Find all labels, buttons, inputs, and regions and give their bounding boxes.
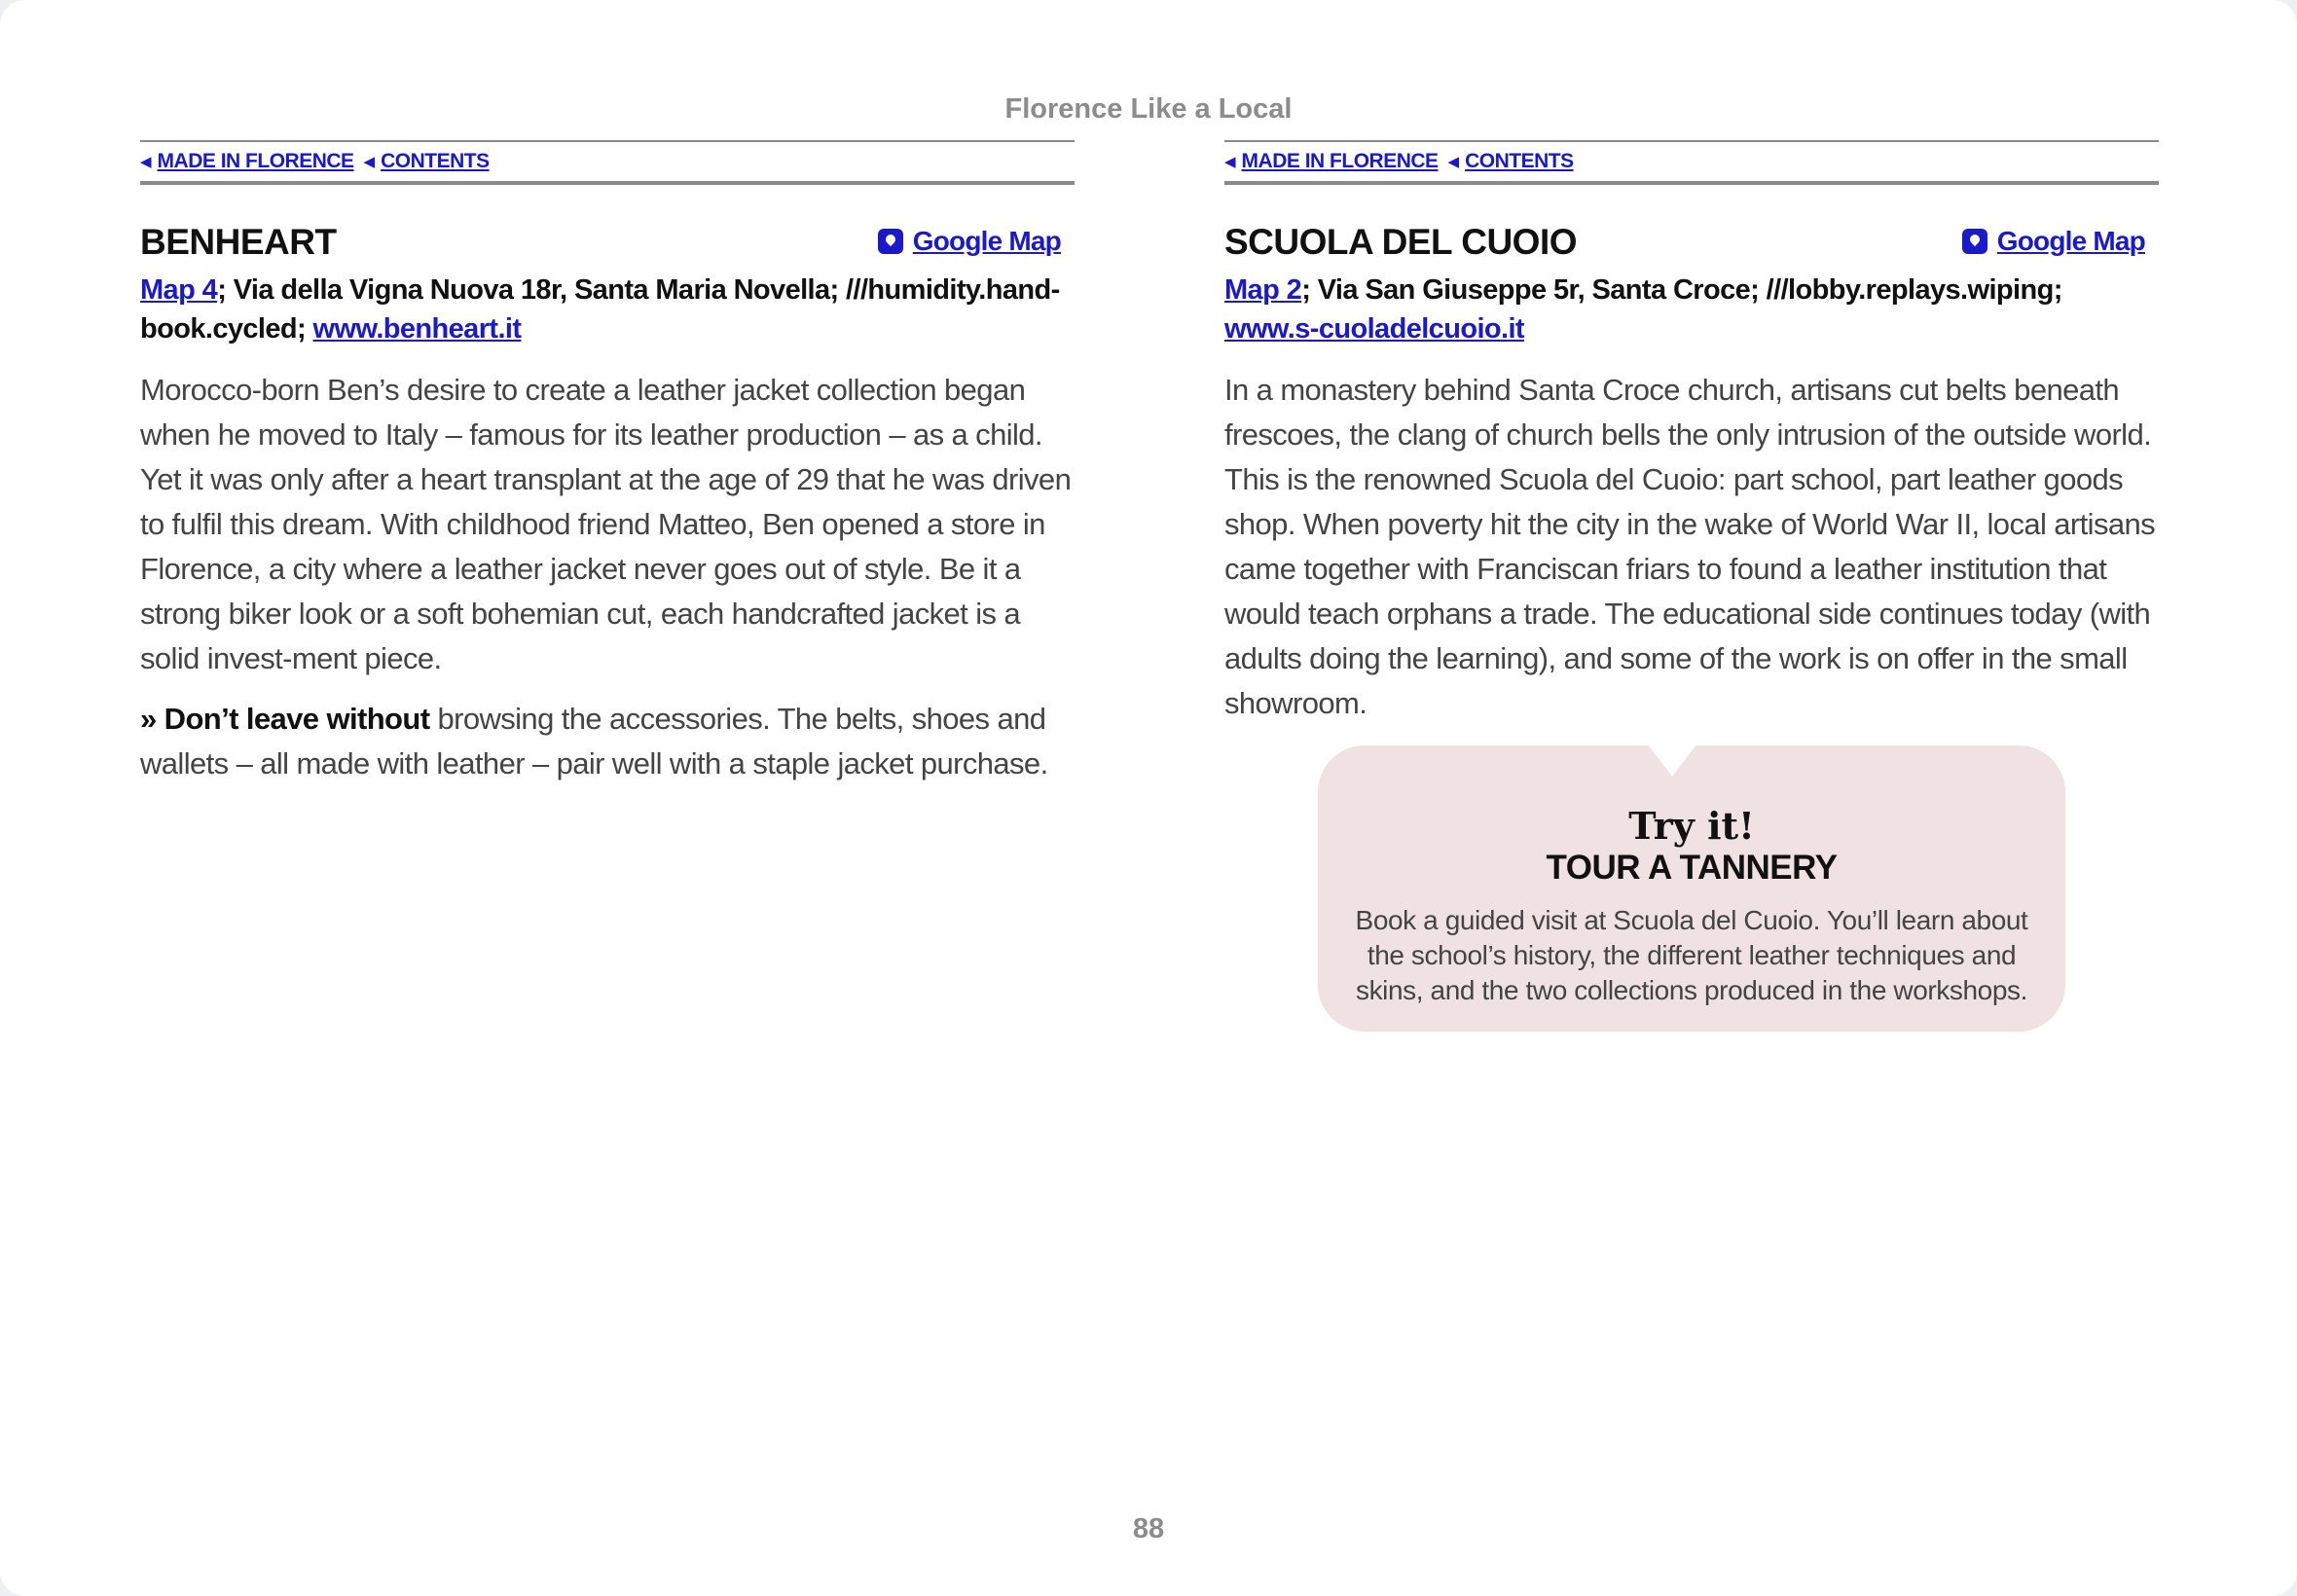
try-it-subheading: TOUR A TANNERY xyxy=(1546,849,1838,887)
triangle-left-icon: ◀ xyxy=(140,154,152,170)
google-map-link[interactable]: Google Map xyxy=(1962,226,2145,257)
try-it-text: Book a guided visit at Scuola del Cuoio. You’ll learn about the school’s history, the different leather techniques and skins, and the two collections produced in the workshops. xyxy=(1355,905,2028,1005)
try-it-callout xyxy=(1318,745,2065,1032)
map-pin-icon xyxy=(878,229,903,254)
website-link[interactable]: www.s-cuoladelcuoio.it xyxy=(1224,313,1524,345)
book-title: Florence Like a Local xyxy=(1004,93,1293,125)
tip-paragraph: » Don’t leave without browsing the accessories. The belts, shoes and wallets – all made with leather – pair well with a staple jacket purchase. xyxy=(140,702,1048,780)
entry-title: BENHEART xyxy=(140,222,337,262)
callout-notch xyxy=(1647,744,1697,777)
google-map-link[interactable]: Google Map xyxy=(878,226,1061,257)
entry-body: In a monastery behind Santa Croce church, artisans cut belts beneath frescoes, the clang of church bells the only intrusion of the outside world. This is the renowned Scuola del Cuoio: part school, part leather goods shop. When poverty hit the city in the wake of World War II, local artisans came together with Franciscan friars to found a leather institution that would teach orphans a trade. The educational side continues today (with adults doing the learning), and some of the work is on offer in the small showroom. xyxy=(1224,373,2156,720)
left-column xyxy=(140,140,1075,786)
tip-lead: » Don’t leave without xyxy=(140,702,430,736)
address-line: Map 4; Via della Vigna Nuova 18r, Santa Maria Novella; ///humidity.hand-book.cycled; www.benheart.it xyxy=(140,274,1060,345)
address-line: Map 2; Via San Giuseppe 5r, Santa Croce; ///lobby.replays.wiping; www.s-cuoladelcuoio.it xyxy=(1224,274,2062,345)
website-link[interactable]: www.benheart.it xyxy=(312,313,522,345)
nav-link-contents[interactable]: ◀ CONTENTS xyxy=(1447,150,1574,172)
map-pin-icon xyxy=(1962,229,1987,254)
map-number-link[interactable]: Map 2 xyxy=(1224,274,1302,306)
page-number: 88 xyxy=(1132,1513,1165,1544)
triangle-left-icon: ◀ xyxy=(1224,154,1236,170)
map-number-link[interactable]: Map 4 xyxy=(140,274,218,306)
nav-bar xyxy=(140,140,1075,185)
triangle-left-icon: ◀ xyxy=(363,154,376,170)
nav-link-contents[interactable]: ◀ CONTENTS xyxy=(363,150,490,172)
nav-bar xyxy=(1224,140,2159,185)
entry-body: Morocco-born Ben’s desire to create a leather jacket collection began when he moved to Italy – famous for its leather production – as a child. Yet it was only after a heart transplant at the age of 29 that he was driven to fulfil this dream. With childhood friend Matteo, Ben opened a store in Florence, a city where a leather jacket never goes out of style. Be it a strong biker look or a soft bohemian cut, each handcrafted jacket is a solid invest-ment piece. xyxy=(140,373,1072,675)
nav-link-made-in-florence[interactable]: ◀ MADE IN FLORENCE xyxy=(140,150,354,172)
triangle-left-icon: ◀ xyxy=(1447,154,1460,170)
nav-link-made-in-florence[interactable]: ◀ MADE IN FLORENCE xyxy=(1224,150,1439,172)
entry-title: SCUOLA DEL CUOIO xyxy=(1224,222,1578,262)
try-it-heading: Try it! xyxy=(1628,804,1755,848)
right-column xyxy=(1224,140,2159,726)
